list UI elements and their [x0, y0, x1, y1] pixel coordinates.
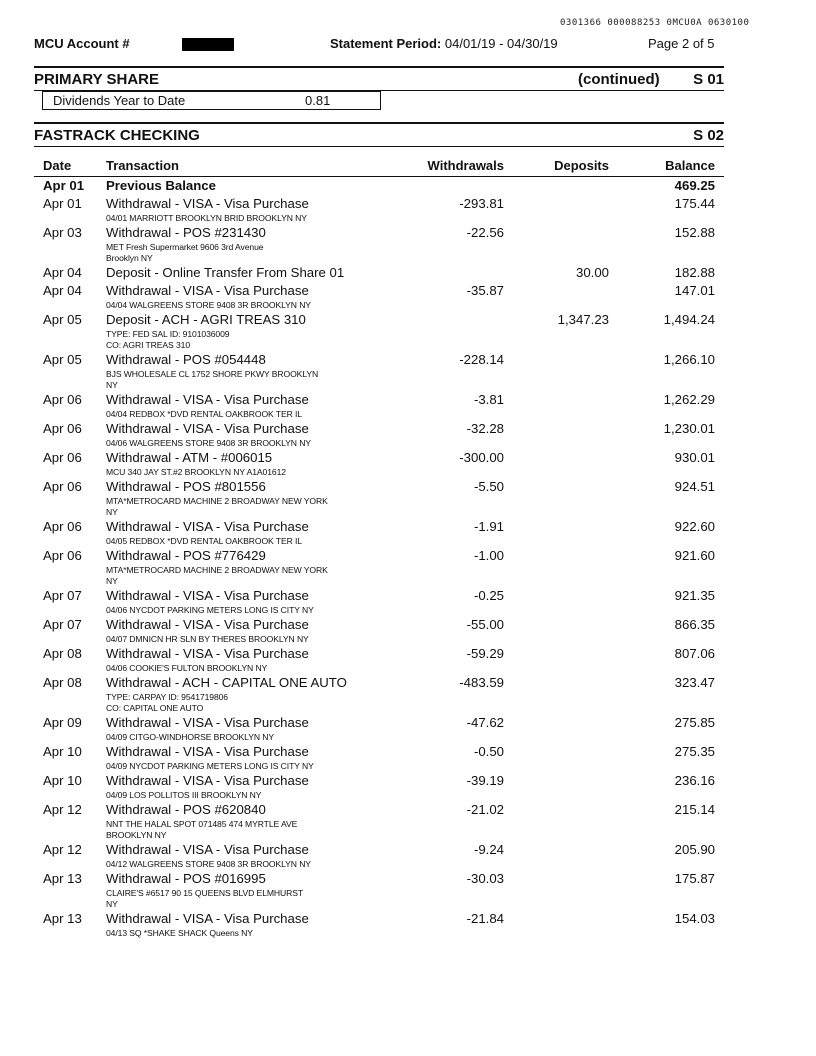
row-transaction: Previous Balance — [106, 178, 216, 193]
table-row — [34, 195, 724, 224]
row-balance: 1,266.10 — [663, 352, 715, 367]
divider — [34, 66, 724, 68]
table-row — [34, 264, 724, 282]
row-detail-line: NY — [106, 380, 118, 390]
row-balance: 1,494.24 — [663, 312, 715, 327]
row-main-line — [34, 587, 724, 605]
row-detail-line: MTA*METROCARD MACHINE 2 BROADWAY NEW YORK — [106, 565, 328, 575]
row-details — [106, 790, 724, 801]
table-row — [34, 420, 724, 449]
row-withdrawal: -9.24 — [473, 842, 504, 857]
row-balance: 152.88 — [674, 225, 715, 240]
row-details — [106, 536, 724, 547]
redacted-account-number — [182, 38, 234, 51]
row-detail-line: 04/07 DMNICN HR SLN BY THERES BROOKLYN NY — [106, 634, 309, 644]
row-balance: 921.60 — [674, 548, 715, 563]
table-row — [34, 674, 724, 714]
row-detail-line: 04/13 SQ *SHAKE SHACK Queens NY — [106, 928, 253, 938]
transaction-table — [34, 177, 724, 939]
row-detail-line: NNT THE HALAL SPOT 071485 474 MYRTLE AVE — [106, 819, 298, 829]
column-header-deposits: Deposits — [554, 158, 609, 173]
row-balance: 930.01 — [674, 450, 715, 465]
table-row — [34, 910, 724, 939]
row-detail-line: CO: CAPITAL ONE AUTO — [106, 703, 204, 713]
micr-line: 0301366 000088253 0MCU0A 0630100 — [560, 18, 750, 28]
column-header-date: Date — [43, 158, 72, 173]
row-withdrawal: -5.50 — [473, 479, 504, 494]
row-withdrawal: -228.14 — [459, 352, 504, 367]
row-main-line — [34, 282, 724, 300]
row-detail-line: BJS WHOLESALE CL 1752 SHORE PKWY BROOKLYN — [106, 369, 319, 379]
table-row — [34, 743, 724, 772]
row-details — [106, 692, 724, 714]
row-transaction: Withdrawal - VISA - Visa Purchase — [106, 617, 309, 632]
section-title: PRIMARY SHARE — [34, 71, 160, 88]
table-row — [34, 714, 724, 743]
table-row — [34, 801, 724, 841]
row-detail-line: NY — [106, 899, 118, 909]
continued-label: (continued) — [578, 71, 660, 88]
account-label: MCU Account # — [34, 36, 130, 51]
row-date: Apr 12 — [43, 842, 82, 857]
statement-period — [330, 36, 558, 51]
row-balance: 275.35 — [674, 744, 715, 759]
row-details — [106, 634, 724, 645]
row-balance: 147.01 — [674, 283, 715, 298]
row-withdrawal: -1.91 — [473, 519, 504, 534]
row-main-line — [34, 801, 724, 819]
dividends-label: Dividends Year to Date — [53, 93, 186, 108]
row-withdrawal: -55.00 — [466, 617, 504, 632]
row-details — [106, 663, 724, 674]
row-details — [106, 369, 724, 391]
table-row — [34, 841, 724, 870]
row-date: Apr 06 — [43, 450, 82, 465]
row-main-line — [34, 311, 724, 329]
row-main-line — [34, 177, 724, 195]
row-transaction: Withdrawal - ACH - CAPITAL ONE AUTO — [106, 675, 347, 690]
row-detail-line: 04/09 LOS POLLITOS III BROOKLYN NY — [106, 790, 262, 800]
row-date: Apr 03 — [43, 225, 82, 240]
row-date: Apr 08 — [43, 675, 82, 690]
row-date: Apr 01 — [43, 196, 82, 211]
page-number: Page 2 of 5 — [648, 36, 715, 51]
row-date: Apr 13 — [43, 871, 82, 886]
row-date: Apr 06 — [43, 421, 82, 436]
row-transaction: Withdrawal - POS #231430 — [106, 225, 266, 240]
row-detail-line: 04/04 REDBOX *DVD RENTAL OAKBROOK TER IL — [106, 409, 302, 419]
row-main-line — [34, 391, 724, 409]
row-main-line — [34, 870, 724, 888]
row-main-line — [34, 449, 724, 467]
column-header-withdrawals: Withdrawals — [427, 158, 504, 173]
row-date: Apr 01 — [43, 178, 85, 193]
row-date: Apr 07 — [43, 617, 82, 632]
row-transaction: Withdrawal - VISA - Visa Purchase — [106, 744, 309, 759]
row-details — [106, 928, 724, 939]
row-details — [106, 565, 724, 587]
row-transaction: Withdrawal - ATM - #006015 — [106, 450, 273, 465]
row-detail-line: 04/12 WALGREENS STORE 9408 3R BROOKLYN NY — [106, 859, 311, 869]
row-detail-line: MET Fresh Supermarket 9606 3rd Avenue — [106, 242, 264, 252]
row-transaction: Withdrawal - VISA - Visa Purchase — [106, 421, 309, 436]
row-withdrawal: -39.19 — [466, 773, 504, 788]
row-details — [106, 496, 724, 518]
row-main-line — [34, 841, 724, 859]
row-withdrawal: -59.29 — [466, 646, 504, 661]
row-detail-line: 04/01 MARRIOTT BROOKLYN BRID BROOKLYN NY — [106, 213, 307, 223]
row-transaction: Withdrawal - POS #801556 — [106, 479, 266, 494]
row-detail-line: 04/09 NYCDOT PARKING METERS LONG IS CITY NY — [106, 761, 314, 771]
row-date: Apr 12 — [43, 802, 82, 817]
row-transaction: Withdrawal - VISA - Visa Purchase — [106, 715, 309, 730]
row-detail-line: TYPE: CARPAY ID: 9541719806 — [106, 692, 228, 702]
row-main-line — [34, 743, 724, 761]
dividends-value: 0.81 — [305, 93, 331, 108]
row-details — [106, 732, 724, 743]
row-transaction: Withdrawal - VISA - Visa Purchase — [106, 196, 309, 211]
row-transaction: Deposit - Online Transfer From Share 01 — [106, 265, 345, 280]
table-row — [34, 870, 724, 910]
row-detail-line: 04/04 WALGREENS STORE 9408 3R BROOKLYN NY — [106, 300, 311, 310]
row-main-line — [34, 645, 724, 663]
row-main-line — [34, 714, 724, 732]
table-row — [34, 311, 724, 351]
row-withdrawal: -0.25 — [473, 588, 504, 603]
row-date: Apr 06 — [43, 519, 82, 534]
row-withdrawal: -21.84 — [466, 911, 504, 926]
section-code: S 02 — [693, 127, 724, 144]
row-withdrawal: -47.62 — [466, 715, 504, 730]
table-row — [34, 224, 724, 264]
table-row — [34, 449, 724, 478]
row-date: Apr 05 — [43, 352, 82, 367]
period-label: Statement Period: — [330, 36, 442, 51]
row-date: Apr 04 — [43, 265, 82, 280]
table-row — [34, 478, 724, 518]
row-details — [106, 467, 724, 478]
row-balance: 807.06 — [674, 646, 715, 661]
row-balance: 469.25 — [674, 178, 715, 193]
row-details — [106, 329, 724, 351]
row-details — [106, 859, 724, 870]
dividends-ytd-box — [42, 91, 381, 110]
row-detail-line: 04/06 WALGREENS STORE 9408 3R BROOKLYN NY — [106, 438, 311, 448]
table-row — [34, 177, 724, 195]
row-withdrawal: -22.56 — [466, 225, 504, 240]
row-main-line — [34, 224, 724, 242]
row-transaction: Withdrawal - VISA - Visa Purchase — [106, 911, 309, 926]
row-deposit: 30.00 — [575, 265, 609, 280]
row-balance: 154.03 — [674, 911, 715, 926]
row-date: Apr 10 — [43, 773, 82, 788]
row-transaction: Withdrawal - POS #054448 — [106, 352, 266, 367]
row-date: Apr 05 — [43, 312, 82, 327]
row-main-line — [34, 547, 724, 565]
primary-share-heading — [34, 71, 724, 88]
table-row — [34, 772, 724, 801]
row-transaction: Withdrawal - POS #016995 — [106, 871, 266, 886]
table-row — [34, 282, 724, 311]
table-row — [34, 518, 724, 547]
table-row — [34, 351, 724, 391]
row-detail-line: MCU 340 JAY ST.#2 BROOKLYN NY A1A01612 — [106, 467, 286, 477]
row-detail-line: 04/06 COOKIE'S FULTON BROOKLYN NY — [106, 663, 268, 673]
row-detail-line: Brooklyn NY — [106, 253, 153, 263]
row-balance: 323.47 — [674, 675, 715, 690]
row-detail-line: BROOKLYN NY — [106, 830, 167, 840]
row-withdrawal: -483.59 — [459, 675, 504, 690]
section-title: FASTRACK CHECKING — [34, 127, 200, 144]
row-date: Apr 08 — [43, 646, 82, 661]
row-main-line — [34, 264, 724, 282]
row-withdrawal: -35.87 — [466, 283, 504, 298]
row-balance: 921.35 — [674, 588, 715, 603]
row-withdrawal: -0.50 — [473, 744, 504, 759]
table-row — [34, 391, 724, 420]
row-balance: 922.60 — [674, 519, 715, 534]
row-transaction: Withdrawal - VISA - Visa Purchase — [106, 283, 309, 298]
row-details — [106, 761, 724, 772]
row-transaction: Withdrawal - VISA - Visa Purchase — [106, 392, 309, 407]
row-details — [106, 819, 724, 841]
row-balance: 205.90 — [674, 842, 715, 857]
row-withdrawal: -293.81 — [459, 196, 504, 211]
row-detail-line: 04/06 NYCDOT PARKING METERS LONG IS CITY NY — [106, 605, 314, 615]
column-header-transaction: Transaction — [106, 158, 179, 173]
row-main-line — [34, 351, 724, 369]
column-header-balance: Balance — [665, 158, 715, 173]
table-row — [34, 587, 724, 616]
row-transaction: Withdrawal - VISA - Visa Purchase — [106, 519, 309, 534]
row-detail-line: 04/09 CITGO-WINDHORSE BROOKLYN NY — [106, 732, 274, 742]
row-detail-line: TYPE: FED SAL ID: 9101036009 — [106, 329, 230, 339]
row-date: Apr 09 — [43, 715, 82, 730]
row-transaction: Withdrawal - VISA - Visa Purchase — [106, 842, 309, 857]
row-details — [106, 213, 724, 224]
row-detail-line: 04/05 REDBOX *DVD RENTAL OAKBROOK TER IL — [106, 536, 302, 546]
row-deposit: 1,347.23 — [557, 312, 609, 327]
row-details — [106, 605, 724, 616]
row-balance: 924.51 — [674, 479, 715, 494]
row-balance: 1,230.01 — [663, 421, 715, 436]
row-withdrawal: -1.00 — [473, 548, 504, 563]
row-withdrawal: -21.02 — [466, 802, 504, 817]
row-date: Apr 04 — [43, 283, 82, 298]
row-main-line — [34, 616, 724, 634]
row-date: Apr 10 — [43, 744, 82, 759]
row-date: Apr 06 — [43, 392, 82, 407]
row-withdrawal: -30.03 — [466, 871, 504, 886]
row-detail-line: MTA*METROCARD MACHINE 2 BROADWAY NEW YORK — [106, 496, 328, 506]
row-withdrawal: -32.28 — [466, 421, 504, 436]
row-balance: 275.85 — [674, 715, 715, 730]
row-main-line — [34, 910, 724, 928]
row-detail-line: CLAIRE'S #6517 90 15 QUEENS BLVD ELMHURST — [106, 888, 304, 898]
row-detail-line: NY — [106, 507, 118, 517]
row-main-line — [34, 674, 724, 692]
row-balance: 175.87 — [674, 871, 715, 886]
row-transaction: Withdrawal - VISA - Visa Purchase — [106, 773, 309, 788]
row-main-line — [34, 772, 724, 790]
row-details — [106, 888, 724, 910]
row-detail-line: CO: AGRI TREAS 310 — [106, 340, 191, 350]
row-balance: 866.35 — [674, 617, 715, 632]
row-main-line — [34, 518, 724, 536]
row-details — [106, 409, 724, 420]
statement-header — [34, 36, 724, 54]
row-details — [106, 242, 724, 264]
period-value: 04/01/19 - 04/30/19 — [444, 36, 558, 51]
row-transaction: Withdrawal - VISA - Visa Purchase — [106, 588, 309, 603]
divider — [34, 146, 724, 147]
row-transaction: Withdrawal - POS #776429 — [106, 548, 266, 563]
row-main-line — [34, 420, 724, 438]
row-main-line — [34, 478, 724, 496]
row-transaction: Withdrawal - POS #620840 — [106, 802, 266, 817]
row-transaction: Withdrawal - VISA - Visa Purchase — [106, 646, 309, 661]
row-detail-line: NY — [106, 576, 118, 586]
row-balance: 236.16 — [674, 773, 715, 788]
row-withdrawal: -3.81 — [473, 392, 504, 407]
divider — [34, 122, 724, 124]
table-row — [34, 645, 724, 674]
table-row — [34, 616, 724, 645]
row-withdrawal: -300.00 — [459, 450, 504, 465]
section-code: S 01 — [693, 71, 724, 88]
table-row — [34, 547, 724, 587]
checking-heading — [34, 127, 724, 144]
row-main-line — [34, 195, 724, 213]
row-transaction: Deposit - ACH - AGRI TREAS 310 — [106, 312, 306, 327]
row-balance: 175.44 — [674, 196, 715, 211]
row-date: Apr 07 — [43, 588, 82, 603]
table-header — [34, 158, 724, 177]
row-balance: 1,262.29 — [663, 392, 715, 407]
row-date: Apr 06 — [43, 548, 82, 563]
row-details — [106, 300, 724, 311]
row-date: Apr 13 — [43, 911, 82, 926]
row-details — [106, 438, 724, 449]
row-date: Apr 06 — [43, 479, 82, 494]
row-balance: 182.88 — [674, 265, 715, 280]
row-balance: 215.14 — [674, 802, 715, 817]
